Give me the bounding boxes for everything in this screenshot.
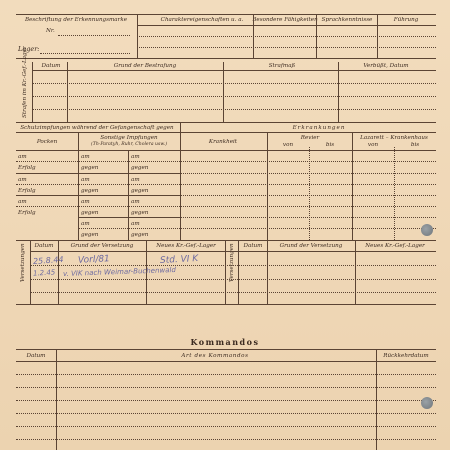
row-label-erfolg: Erfolg xyxy=(18,210,36,216)
vers-col-neues-2: Neues Kr.-Gef.-Lager xyxy=(365,243,425,249)
kommandos-col-datum: Datum xyxy=(26,353,46,359)
rule xyxy=(16,173,180,174)
row-label-gegen: gegen xyxy=(131,232,149,238)
vers-col-neues: Neues Kr.-Gef.-Lager xyxy=(156,243,216,249)
impf-col-pocken: Pocken xyxy=(36,139,58,145)
rule xyxy=(30,240,31,304)
label-fuehrung: Führung xyxy=(393,17,419,23)
rule xyxy=(338,62,339,122)
rule xyxy=(16,387,436,388)
hw-row1-lager: Std. VI K xyxy=(159,254,199,266)
rule xyxy=(355,240,356,304)
impf-col-sonstige: Sonstige Impfungen xyxy=(100,135,158,141)
rule xyxy=(30,251,436,252)
versetzungen-side-label-left: Versetzungen xyxy=(20,243,26,282)
versetzungen-side-label-right: Versetzungen xyxy=(229,243,235,282)
rule xyxy=(16,132,436,133)
kommandos-title: Kommandos xyxy=(190,337,260,347)
label-faehigkeiten: Besondere Fähigkeiten xyxy=(252,17,318,23)
row-label-am: am xyxy=(18,199,27,205)
row-label-am: am xyxy=(18,177,27,183)
rule xyxy=(16,413,436,414)
rule xyxy=(137,36,436,37)
row-label-am: am xyxy=(81,154,90,160)
label-beschriftung: Beschriftung der Erkennungsmarke xyxy=(24,17,128,23)
rule xyxy=(30,279,436,280)
rule xyxy=(32,62,33,122)
row-label-gegen: gegen xyxy=(81,210,99,216)
rule xyxy=(137,25,436,26)
rule xyxy=(78,217,180,218)
row-label-am: am xyxy=(81,177,90,183)
rule xyxy=(180,217,436,218)
row-label-gegen: gegen xyxy=(131,188,149,194)
vers-col-grund-2: Grund der Versetzung xyxy=(279,243,343,249)
erk-revier-von: von xyxy=(282,142,294,148)
rule xyxy=(30,292,436,293)
row-label-gegen: gegen xyxy=(131,210,149,216)
rule xyxy=(16,195,180,196)
rule xyxy=(225,240,226,304)
kommandos-col-rueckkehr: Rückkehrdatum xyxy=(383,353,429,359)
strafen-col-datum: Datum xyxy=(41,63,61,69)
row-label-am: am xyxy=(131,177,140,183)
rule xyxy=(16,122,436,123)
vers-col-datum: Datum xyxy=(34,243,54,249)
rule xyxy=(16,349,436,350)
rule xyxy=(32,109,436,110)
impfungen-title: Schutzimpfungen während der Gefangenschaft gegen xyxy=(20,125,174,131)
rule xyxy=(137,47,436,48)
rule xyxy=(377,14,378,58)
erkrankungen-title: Erkrankungen xyxy=(292,125,346,131)
rule xyxy=(180,173,436,174)
erk-col-lazarett: Lazarett – Krankenhaus xyxy=(360,135,428,141)
lager-line xyxy=(40,53,130,54)
label-charakter: Charaktereigenschaften u. a. xyxy=(160,17,244,23)
rule xyxy=(16,426,436,427)
row-label-am: am xyxy=(131,154,140,160)
punch-hole xyxy=(421,224,433,236)
row-label-gegen: gegen xyxy=(81,188,99,194)
rule xyxy=(67,62,68,122)
erk-lazarett-bis: bis xyxy=(410,142,420,148)
vers-col-grund: Grund der Versetzung xyxy=(70,243,134,249)
erk-revier-bis: bis xyxy=(325,142,335,148)
rule xyxy=(180,195,436,196)
rule xyxy=(267,240,268,304)
erk-col-krankheit: Krankheit xyxy=(208,139,238,145)
rule xyxy=(352,132,353,240)
erk-col-revier: Revier xyxy=(300,135,320,141)
nr-line xyxy=(58,35,130,36)
rule xyxy=(78,132,79,240)
row-label-erfolg: Erfolg xyxy=(18,165,36,171)
rule xyxy=(58,240,59,304)
rule xyxy=(16,184,436,185)
label-nr: Nr. xyxy=(46,28,55,34)
strafen-col-strafmass: Strafmaß xyxy=(268,63,296,69)
rule xyxy=(16,304,436,305)
rule xyxy=(32,96,436,97)
strafen-col-grund: Grund der Bestrafung xyxy=(113,63,177,69)
row-label-am: am xyxy=(81,221,90,227)
hw-row2-date: 1.2.45 xyxy=(32,268,56,278)
row-label-am: am xyxy=(18,154,27,160)
rule xyxy=(16,206,436,207)
vers-col-datum-2: Datum xyxy=(243,243,263,249)
rule xyxy=(16,374,436,375)
rule xyxy=(253,14,254,58)
rule xyxy=(16,439,436,440)
label-lager: Lager: xyxy=(18,45,40,53)
row-label-erfolg: Erfolg xyxy=(18,188,36,194)
row-label-am: am xyxy=(131,199,140,205)
strafen-side-label: Strafen im Kr.-Gef.-Lager xyxy=(22,46,28,118)
hw-row1-grund: Vorl/81 xyxy=(77,254,111,266)
rule xyxy=(16,361,436,362)
impf-col-sonstige-sub: (Th-Paratyh, Ruhr, Cholera usw.) xyxy=(90,142,168,147)
punch-hole xyxy=(421,397,433,409)
rule xyxy=(16,240,436,241)
row-label-am: am xyxy=(131,221,140,227)
rule xyxy=(180,122,181,240)
hw-row2-grund: v. VIK nach Weimar-Buchenwald xyxy=(62,266,177,278)
rule xyxy=(238,240,239,304)
rule xyxy=(267,132,268,240)
rule xyxy=(137,14,138,58)
strafen-col-verbuesst: Verbüßt, Datum xyxy=(363,63,409,69)
rule xyxy=(32,83,436,84)
rule xyxy=(32,70,436,71)
rule xyxy=(16,161,436,162)
rule xyxy=(16,14,436,15)
rule xyxy=(16,58,436,59)
row-label-gegen: gegen xyxy=(81,232,99,238)
hw-row1-date: 25.8.44 xyxy=(32,254,64,267)
rule xyxy=(16,150,436,151)
label-sprachen: Sprachkenntnisse xyxy=(321,17,373,23)
rule xyxy=(78,228,436,229)
rule xyxy=(16,400,436,401)
kommandos-col-art: Art des Kommandos xyxy=(181,353,249,359)
rule xyxy=(223,62,224,122)
row-label-am: am xyxy=(81,199,90,205)
erk-lazarett-von: von xyxy=(367,142,379,148)
rule xyxy=(316,14,317,58)
row-label-gegen: gegen xyxy=(131,165,149,171)
row-label-gegen: gegen xyxy=(81,165,99,171)
